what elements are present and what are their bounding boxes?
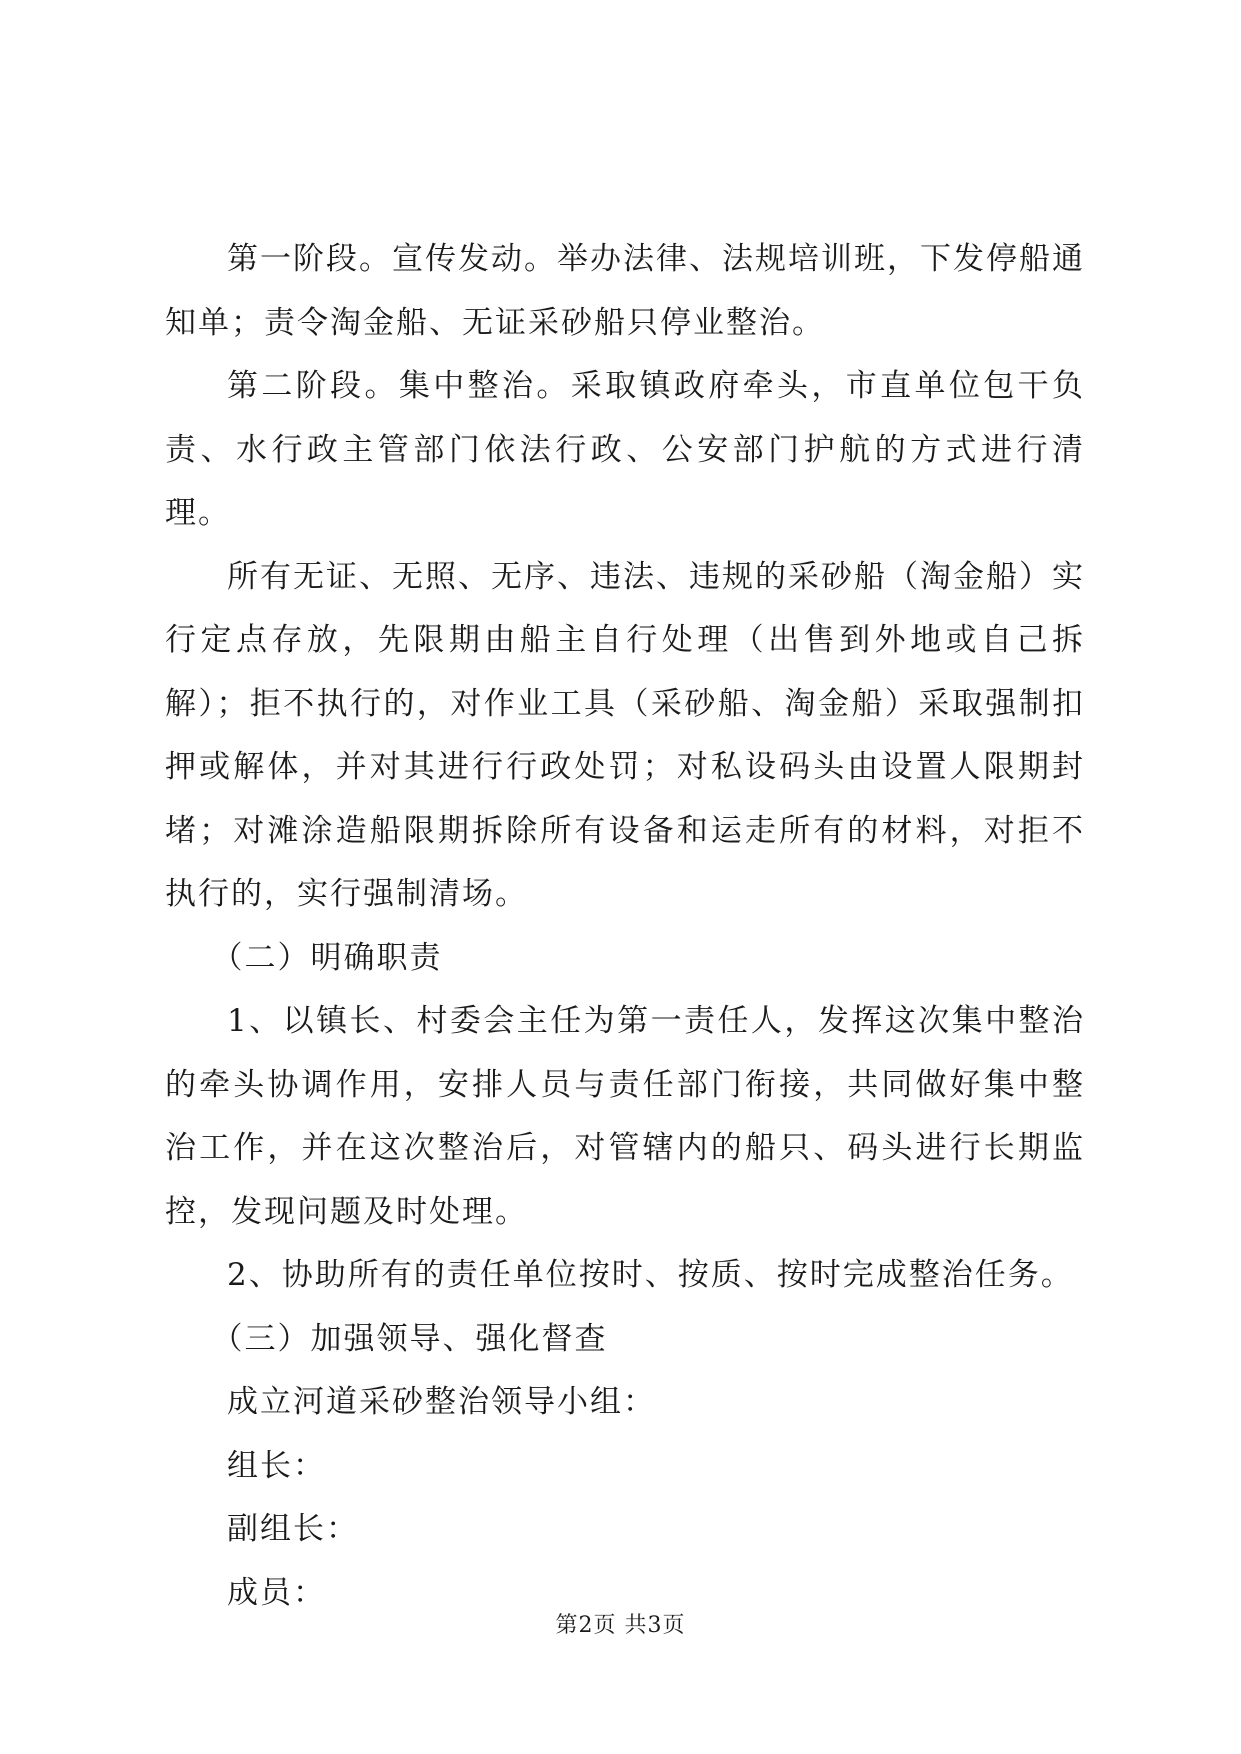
section-heading-responsibilities: （二）明确职责 — [211, 939, 443, 976]
paragraph-group-intro: 成立河道采砂整治领导小组： — [227, 1384, 656, 1420]
paragraph-responsibility-2: 2、协助所有的责任单位按时、按质、按时完成整治任务。 — [227, 1257, 1074, 1293]
document-body — [165, 228, 1085, 1625]
paragraph-enforcement: 所有无证、无照、无序、违法、违规的采砂船（淘金船）实行定点存放，先限期由船主自行处理（出售到外地或自己拆解）；拒不执行的，对作业工具（采砂船、淘金船）采取强制扣押或解体，并对其进行行政处罚；对私设码头由设置人限期封堵；对滩涂造船限期拆除所有设备和运走所有的材料，对拒不执行的，实行强制清场。 — [165, 558, 1085, 912]
paragraph-stage-two: 第二阶段。集中整治。采取镇政府牵头，市直单位包干负责、水行政主管部门依法行政、公安部门护航的方式进行清理。 — [165, 368, 1085, 531]
section-heading-leadership: （三）加强领导、强化督查 — [211, 1320, 608, 1357]
paragraph-stage-one: 第一阶段。宣传发动。举办法律、法规培训班，下发停船通知单；责令淘金船、无证采砂船只停业整治。 — [165, 241, 1085, 341]
paragraph-group-leader: 组长： — [227, 1447, 326, 1484]
paragraph-responsibility-1: 1、以镇长、村委会主任为第一责任人，发挥这次集中整治的牵头协调作用，安排人员与责任部门衔接，共同做好集中整治工作，并在这次整治后，对管辖内的船只、码头进行长期监控，发现问题及时处理。 — [165, 1003, 1085, 1230]
paragraph-group-members: 成员： — [227, 1574, 326, 1611]
page-footer: 第2页 共3页 — [555, 1613, 686, 1638]
paragraph-group-deputy: 副组长： — [227, 1511, 359, 1547]
